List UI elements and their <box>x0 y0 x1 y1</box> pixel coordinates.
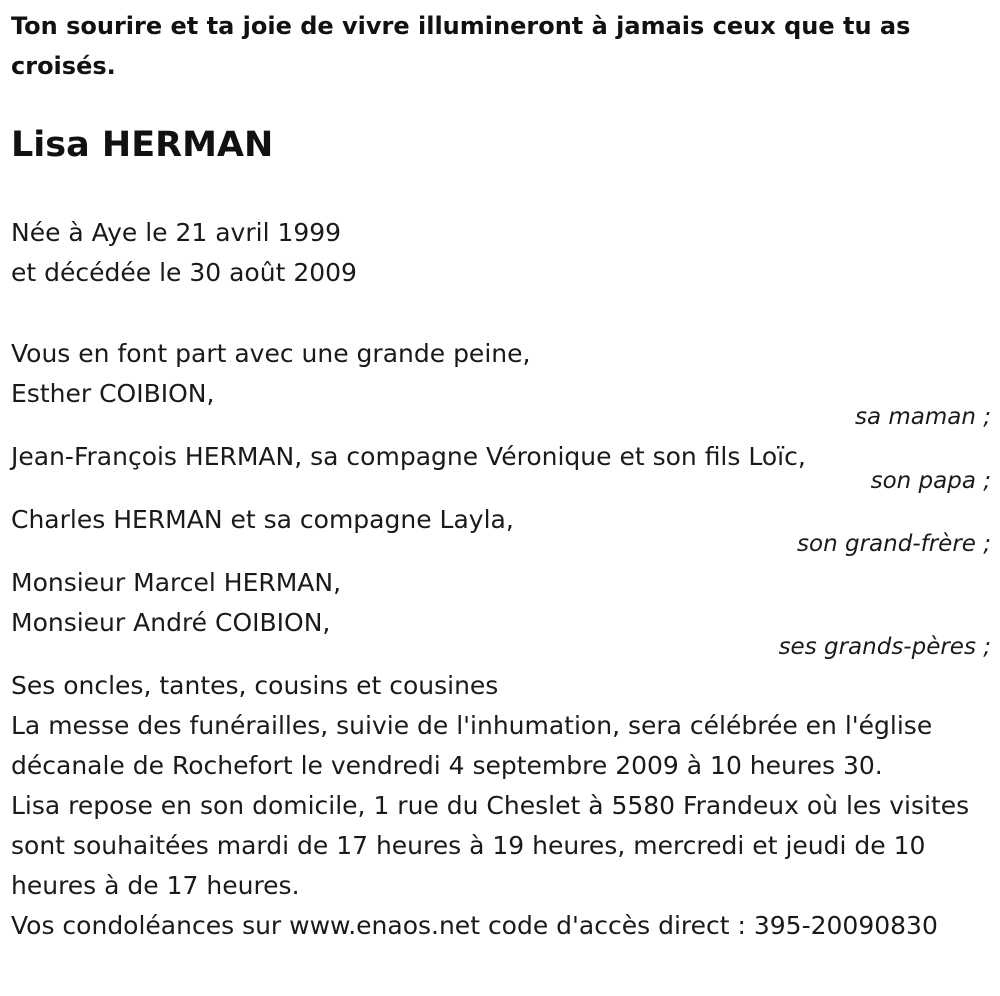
announcement-line: Vous en font part avec une grande peine, <box>11 339 531 368</box>
deceased-name: Lisa HERMAN <box>11 125 274 165</box>
epigraph: Ton sourire et ta joie de vivre illumineront à jamais ceux que tu as croisés. <box>11 12 911 80</box>
mother-name: Esther COIBION, <box>11 379 215 408</box>
visits-paragraph: Lisa repose en son domicile, 1 rue du Cheslet à 5580 Frandeux où les visites sont souhaitées mardi de 17 heures à 19 heures, mercredi et jeudi de 10 heures à de 17 heures. <box>11 791 970 900</box>
grandfather-name: Monsieur Marcel HERMAN, <box>11 568 342 597</box>
father-name: Jean-François HERMAN, sa compagne Véronique et son fils Loïc, <box>11 442 806 471</box>
brother-name: Charles HERMAN et sa compagne Layla, <box>11 505 514 534</box>
birth-line: Née à Aye le 21 avril 1999 <box>11 218 342 247</box>
funeral-paragraph: La messe des funérailles, suivie de l'inhumation, sera célébrée en l'église décanale de Rochefort le vendredi 4 septembre 2009 à 10 heures 30. <box>11 711 933 780</box>
condolences-paragraph: Vos condoléances sur www.enaos.net code d'accès direct : 395-20090830 <box>11 911 938 940</box>
death-line: et décédée le 30 août 2009 <box>11 258 357 287</box>
father-relation: son papa ; <box>870 468 991 494</box>
notice-block <box>11 666 986 946</box>
other-relatives-line: Ses oncles, tantes, cousins et cousines <box>11 671 499 700</box>
grandfathers-relation: ses grands-pères ; <box>778 634 991 660</box>
brother-relation: son grand-frère ; <box>797 531 991 557</box>
grandfather-name: Monsieur André COIBION, <box>11 608 331 637</box>
mother-relation: sa maman ; <box>854 404 991 430</box>
